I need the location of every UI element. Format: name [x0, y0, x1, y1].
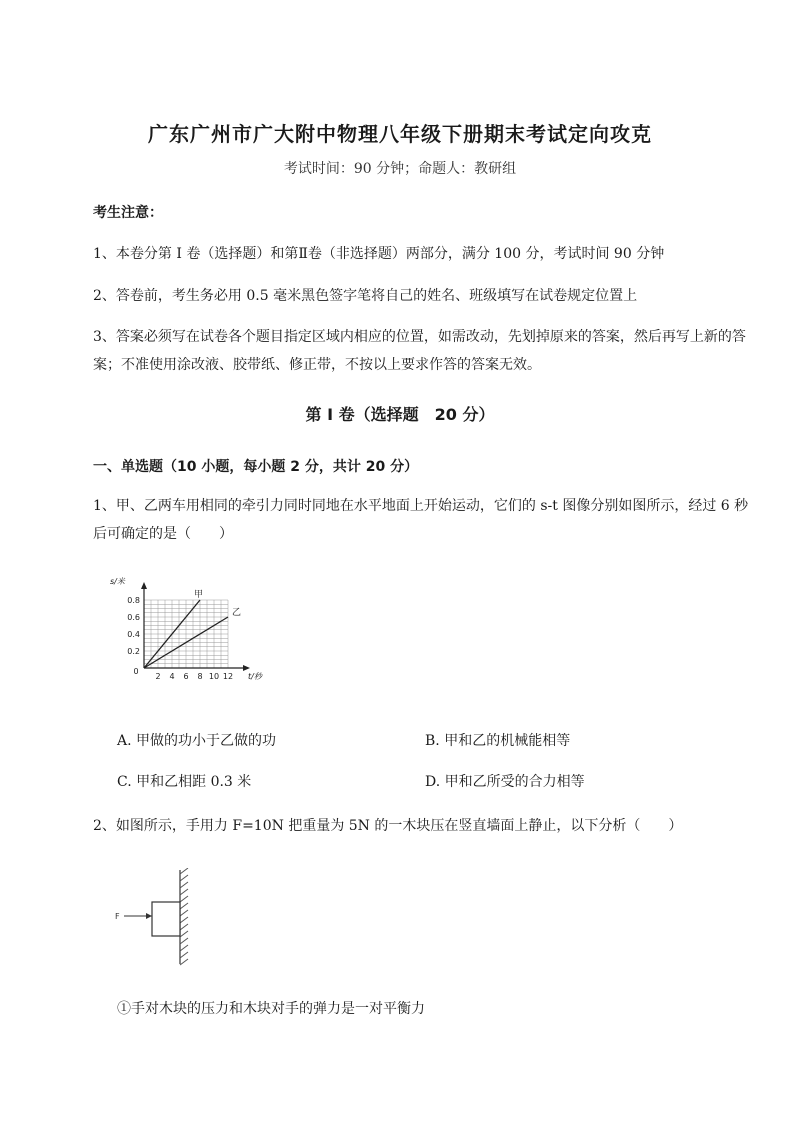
- x-tick-label: 6: [183, 672, 189, 681]
- wall-hatching: [180, 868, 188, 965]
- series-label: 乙: [232, 608, 242, 618]
- exam-subtitle: 考试时间：90 分钟；命题人：教研组: [283, 161, 517, 177]
- y-tick-label: 0.4: [127, 630, 140, 639]
- y-tick-label: 0.2: [127, 647, 140, 656]
- force-label: F: [115, 912, 120, 921]
- block-wall-figure: [112, 868, 202, 966]
- x-axis-arrow: [243, 665, 250, 671]
- force-arrow-head: [146, 913, 152, 919]
- exam-title: 广东广州市广大附中物理八年级下册期末考试定向攻克: [148, 122, 652, 146]
- x-tick-label: 8: [197, 672, 203, 681]
- y-tick-label: 0.6: [127, 613, 140, 622]
- y-axis-arrow: [141, 582, 147, 589]
- section-title: 第 I 卷（选择题 20 分）: [305, 405, 495, 424]
- notice-item-3: 3、答案必须写在试卷各个题目指定区域内相应的位置，如需改动，先划掉原来的答案，然后再写上新的答案；不准使用涂改液、胶带纸、修正带，不按以上要求作答的答案无效。: [93, 329, 746, 373]
- y-tick-label: 0.8: [127, 596, 140, 605]
- x-tick-label: 4: [169, 672, 175, 681]
- origin-label: 0: [133, 667, 139, 676]
- notice-item-1: 1、本卷分第 I 卷（选择题）和第Ⅱ卷（非选择题）两部分，满分 100 分，考试时间 90 分钟: [93, 246, 665, 262]
- q1-option-a[interactable]: A. 甲做的功小于乙做的功: [117, 733, 277, 749]
- series-label: 甲: [194, 590, 204, 600]
- st-chart: [108, 570, 278, 688]
- notice-item-2: 2、答卷前，考生务必用 0.5 毫米黑色签字笔将自己的姓名、班级填写在试卷规定位置上: [93, 288, 638, 304]
- q1-option-c[interactable]: C. 甲和乙相距 0.3 米: [117, 774, 252, 790]
- question-1-text: 1、甲、乙两车用相同的牵引力同时同地在水平地面上开始运动，它们的 s-t 图像分别如图所示，经过 6 秒后可确定的是（ ）: [93, 498, 749, 542]
- x-tick-label: 12: [222, 672, 234, 681]
- x-axis-label: t/秒: [248, 672, 262, 681]
- q2-statement-1: ①手对木块的压力和木块对手的弹力是一对平衡力: [117, 1001, 425, 1017]
- question-2-text: 2、如图所示，手用力 F=10N 把重量为 5N 的一木块压在竖直墙面上静止，以下分析（ ）: [93, 818, 683, 834]
- q1-option-b[interactable]: B. 甲和乙的机械能相等: [425, 733, 571, 749]
- chart-labels: [110, 577, 264, 681]
- chart-grid: [144, 600, 228, 668]
- part-heading: 一、单选题（10 小题，每小题 2 分，共计 20 分）: [93, 459, 419, 475]
- q1-option-d[interactable]: D. 甲和乙所受的合力相等: [425, 774, 585, 790]
- y-axis-label: s/米: [110, 577, 125, 586]
- x-tick-label: 10: [208, 672, 220, 681]
- x-tick-label: 2: [155, 672, 161, 681]
- wooden-block: [152, 902, 180, 936]
- notice-heading: 考生注意：: [93, 205, 163, 221]
